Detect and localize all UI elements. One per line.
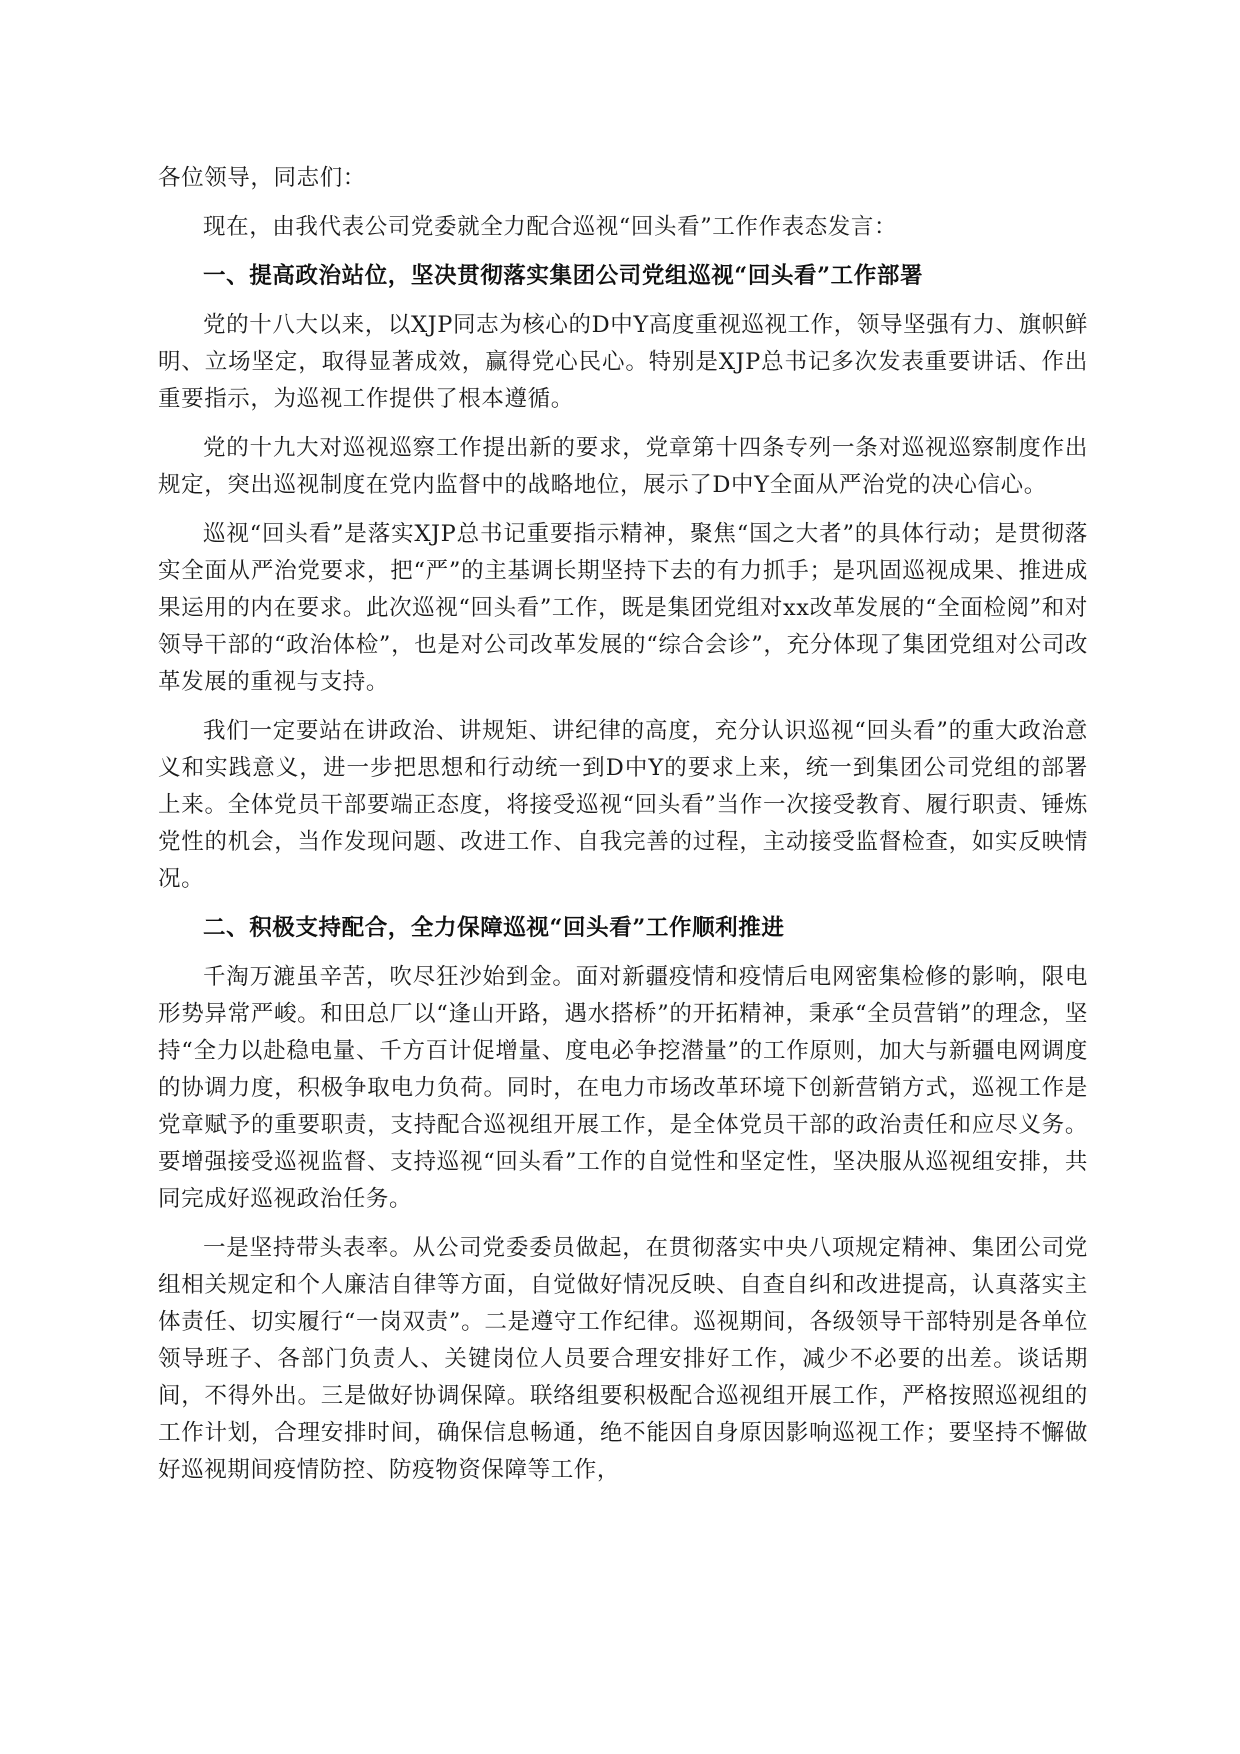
paragraph-4: 我们一定要站在讲政治、讲规矩、讲纪律的高度，充分认识巡视“回头看”的重大政治意义和实践意义，进一步把思想和行动统一到D中Y的要求上来，统一到集团公司党组的部署上来。全体党员干部要端正态度，将接受巡视“回头看”当作一次接受教育、履行职责、锤炼党性的机会，当作发现问题、改进工作、自我完善的过程，主动接受监督检查，如实反映情况。 [158, 718, 1088, 892]
section-heading-1: 一、提高政治站位，坚决贯彻落实集团公司党组巡视“回头看”工作部署 [203, 263, 924, 289]
greeting: 各位领导，同志们： [158, 165, 366, 191]
paragraph-1: 党的十八大以来，以XJP同志为核心的D中Y高度重视巡视工作，领导坚强有力、旗帜鲜明、立场坚定，取得显著成效，赢得党心民心。特别是XJP总书记多次发表重要讲话、作出重要指示，为巡视工作提供了根本遵循。 [158, 312, 1088, 412]
intro-paragraph: 现在，由我代表公司党委就全力配合巡视“回头看”工作作表态发言： [203, 214, 898, 240]
document-body [158, 160, 1088, 1501]
section-heading-2: 二、积极支持配合，全力保障巡视“回头看”工作顺利推进 [203, 915, 785, 941]
paragraph-3: 巡视“回头看”是落实XJP总书记重要指示精神，聚焦“国之大者”的具体行动；是贯彻落实全面从严治党要求，把“严”的主基调长期坚持下去的有力抓手；是巩固巡视成果、推进成果运用的内在要求。此次巡视“回头看”工作，既是集团党组对xx改革发展的“全面检阅”和对领导干部的“政治体检”，也是对公司改革发展的“综合会诊”，充分体现了集团党组对公司改革发展的重视与支持。 [158, 521, 1088, 695]
paragraph-5: 千淘万漉虽辛苦，吹尽狂沙始到金。面对新疆疫情和疫情后电网密集检修的影响，限电形势异常严峻。和田总厂以“逢山开路，遇水搭桥”的开拓精神，秉承“全员营销”的理念，坚持“全力以赴稳电量、千方百计促增量、度电必争挖潜量”的工作原则，加大与新疆电网调度的协调力度，积极争取电力负荷。同时，在电力市场改革环境下创新营销方式，巡视工作是党章赋予的重要职责，支持配合巡视组开展工作，是全体党员干部的政治责任和应尽义务。要增强接受巡视监督、支持巡视“回头看”工作的自觉性和坚定性，坚决服从巡视组安排，共同完成好巡视政治任务。 [158, 964, 1088, 1212]
paragraph-2: 党的十九大对巡视巡察工作提出新的要求，党章第十四条专列一条对巡视巡察制度作出规定，突出巡视制度在党内监督中的战略地位，展示了D中Y全面从严治党的决心信心。 [158, 435, 1088, 498]
paragraph-6: 一是坚持带头表率。从公司党委委员做起，在贯彻落实中央八项规定精神、集团公司党组相关规定和个人廉洁自律等方面，自觉做好情况反映、自查自纠和改进提高，认真落实主体责任、切实履行“一岗双责”。二是遵守工作纪律。巡视期间，各级领导干部特别是各单位领导班子、各部门负责人、关键岗位人员要合理安排好工作，减少不必要的出差。谈话期间，不得外出。三是做好协调保障。联络组要积极配合巡视组开展工作，严格按照巡视组的工作计划，合理安排时间，确保信息畅通，绝不能因自身原因影响巡视工作；要坚持不懈做好巡视期间疫情防控、防疫物资保障等工作， [158, 1235, 1088, 1483]
